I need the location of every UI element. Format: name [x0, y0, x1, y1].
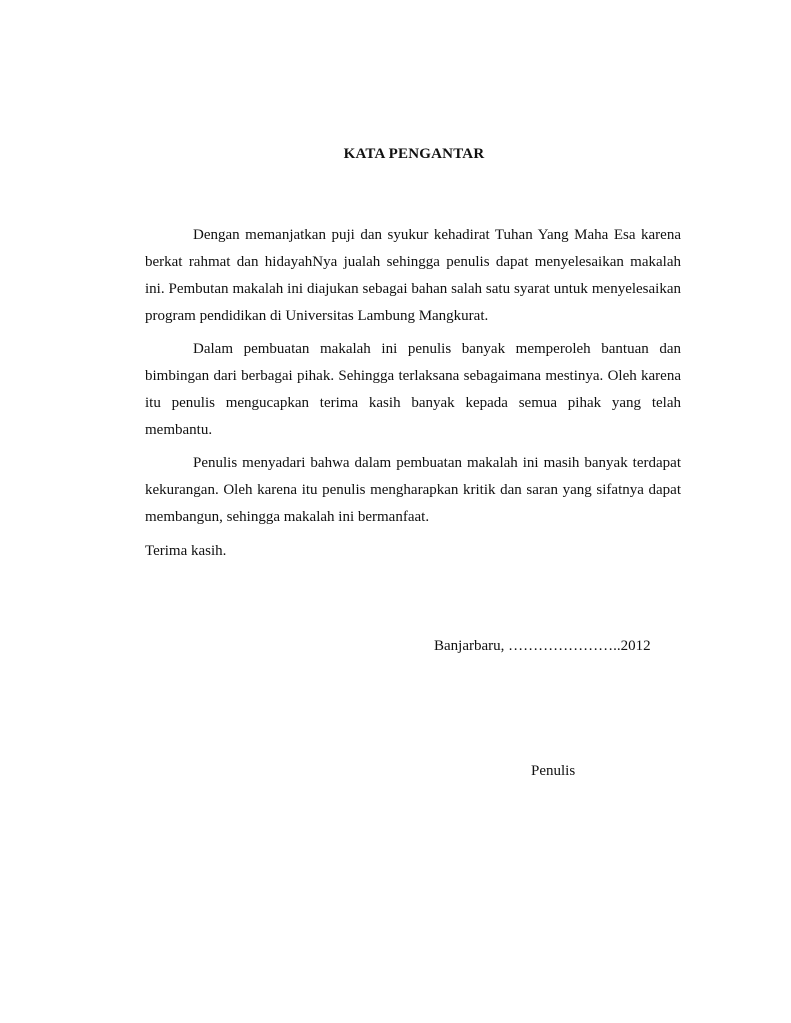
closing-text: Terima kasih. — [145, 543, 227, 559]
place-date: Banjarbaru, …………………..2012 — [434, 638, 651, 654]
paragraph-acknowledgement: Dalam pembuatan makalah ini penulis banyak memperoleh bantuan dan bimbingan dari berbagai pihak. Sehingga terlaksana sebagaimana mestinya. Oleh karena itu penulis mengucapkan terima kasih banyak kepada semua pihak yang telah membantu. — [145, 341, 681, 438]
author-signature: Penulis — [531, 763, 576, 779]
paragraph-shortcomings: Penulis menyadari bahwa dalam pembuatan makalah ini masih banyak terdapat kekurangan. Oleh karena itu penulis mengharapkan kritik dan saran yang sifatnya dapat membangun, sehingga makalah ini bermanfaat. — [145, 455, 681, 525]
page-title: KATA PENGANTAR — [343, 146, 485, 162]
paragraph-intro: Dengan memanjatkan puji dan syukur kehadirat Tuhan Yang Maha Esa karena berkat rahmat dan hidayahNya jualah sehingga penulis dapat menyelesaikan makalah ini. Pembutan makalah ini diajukan sebagai bahan salah satu syarat untuk menyelesaikan program pendidikan di Universitas Lambung Mangkurat. — [145, 227, 681, 324]
